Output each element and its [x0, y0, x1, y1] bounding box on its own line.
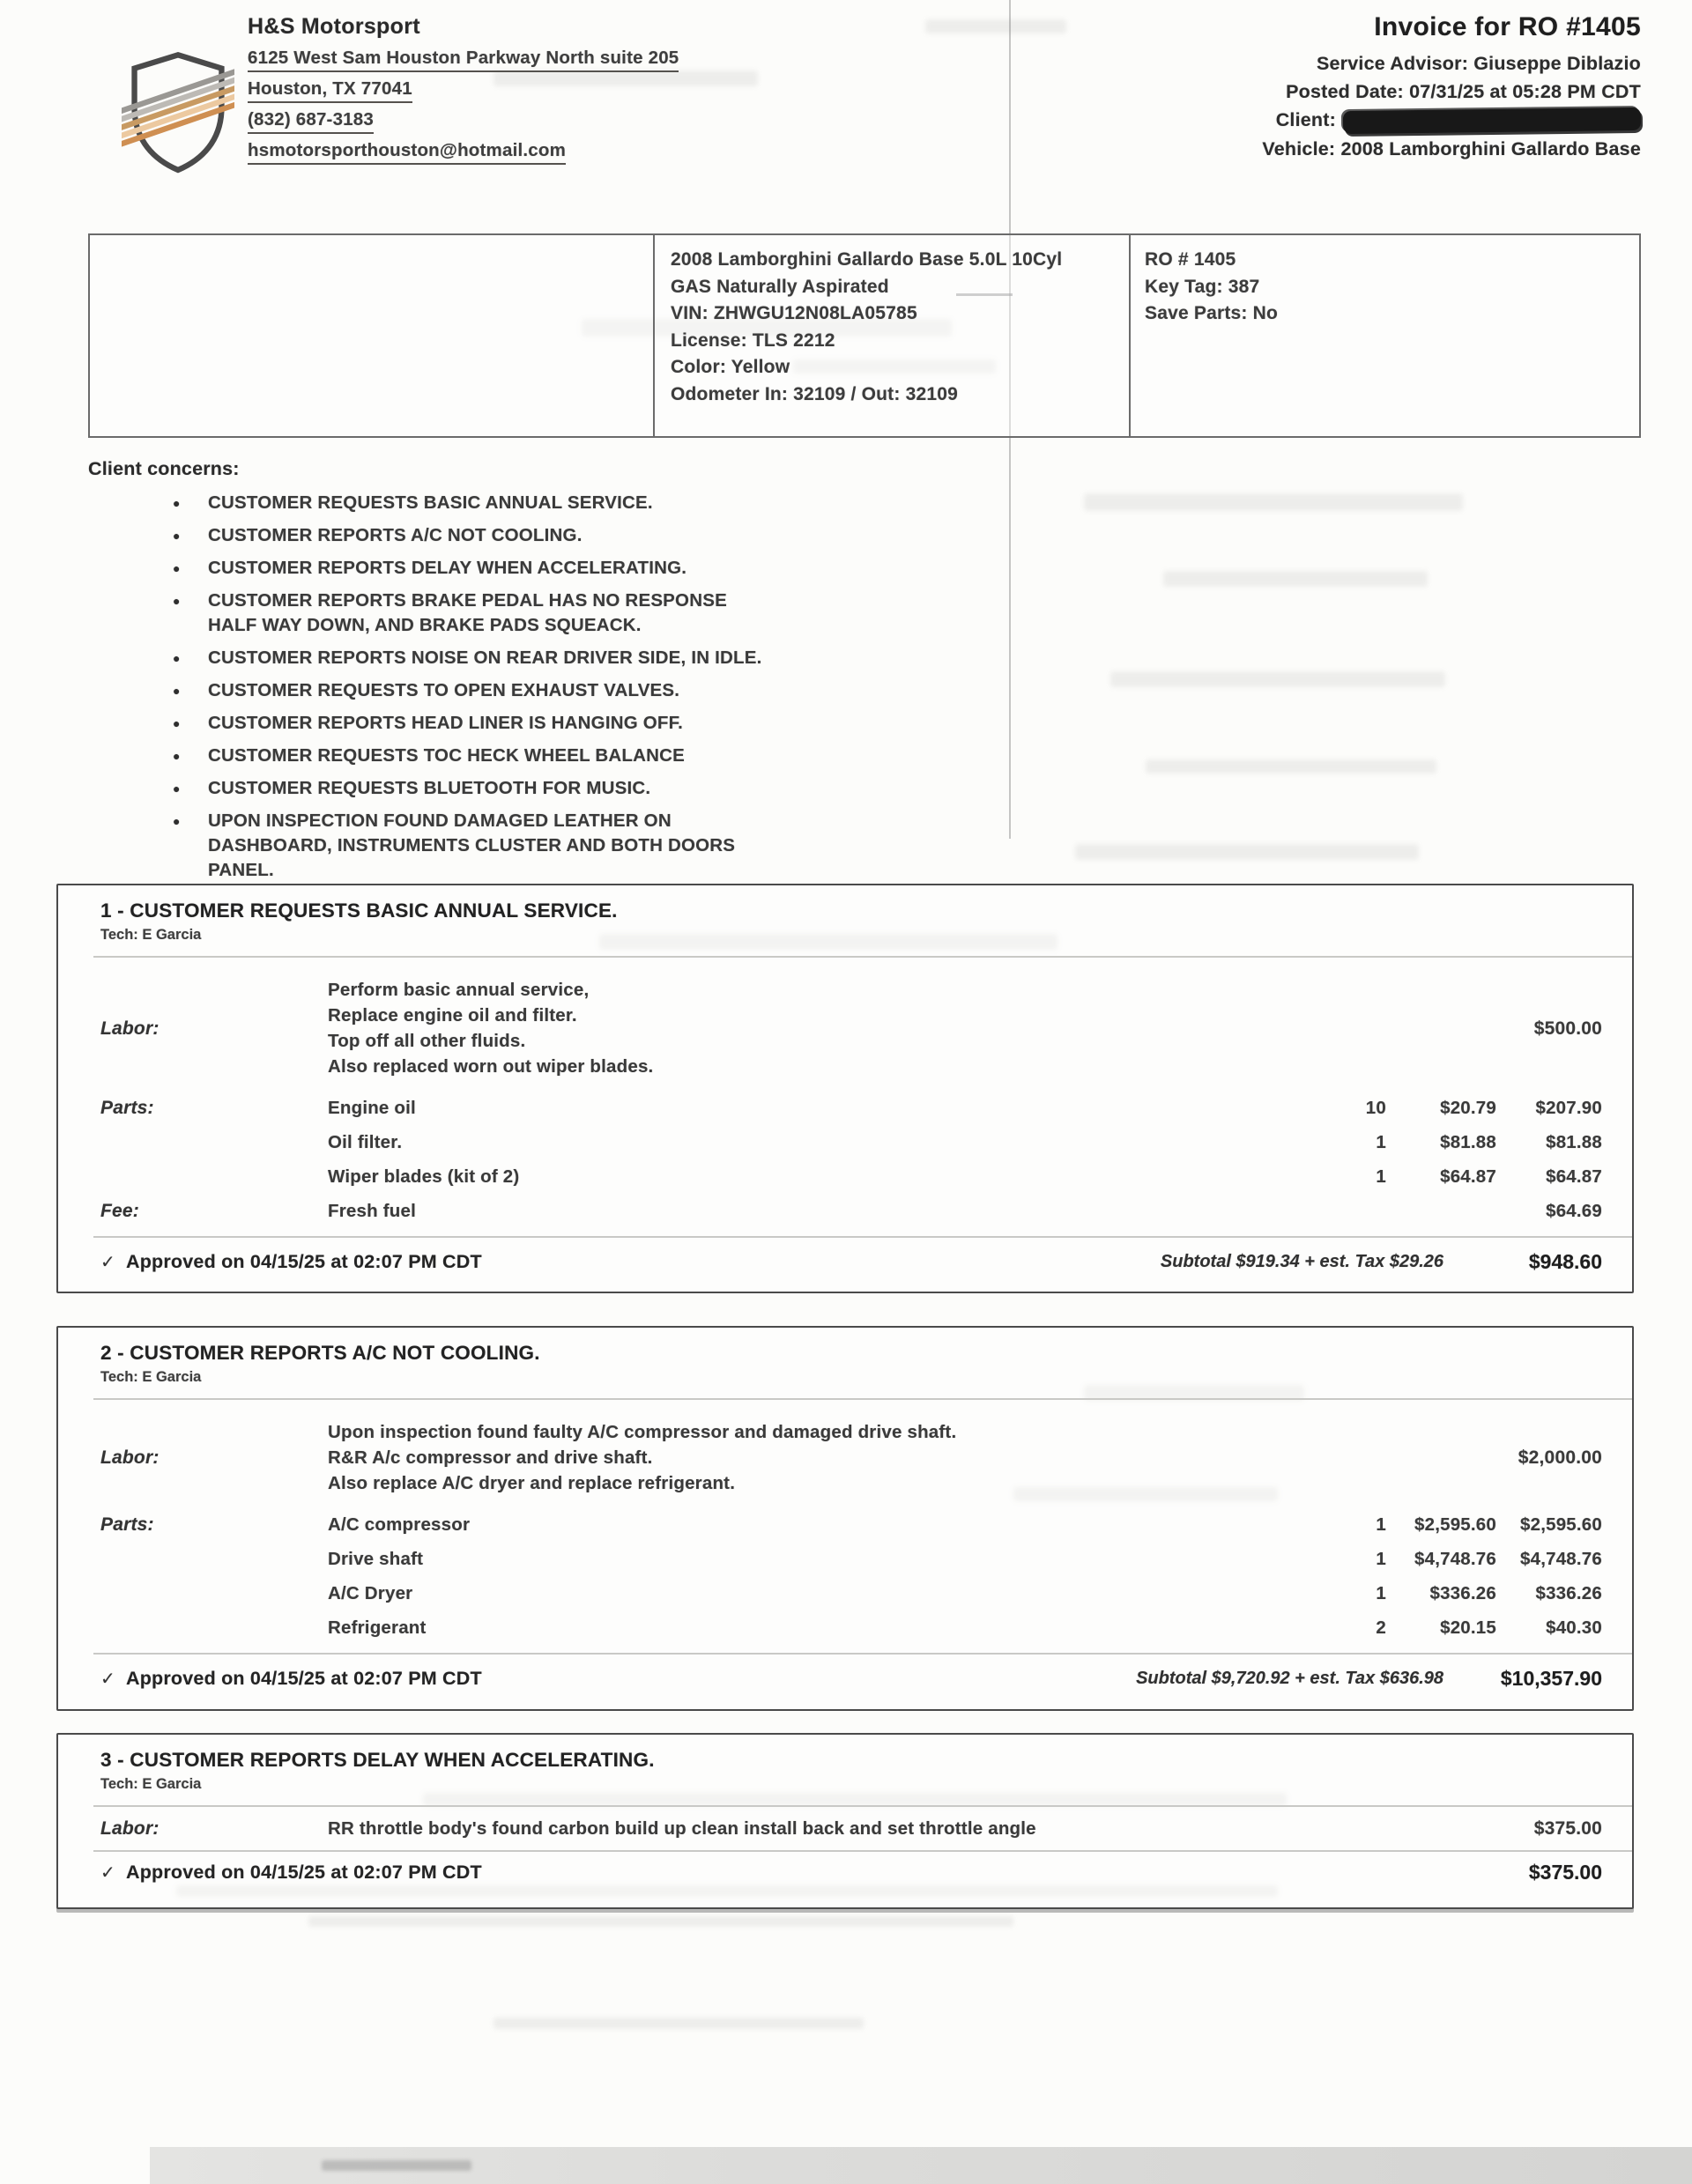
part-row	[100, 1164, 1602, 1189]
company-header	[248, 14, 679, 165]
vehicle-line: Vehicle: 2008 Lamborghini Gallardo Base	[1262, 138, 1641, 160]
concern-item: ● CUSTOMER REQUESTS BLUETOOTH FOR MUSIC.	[173, 776, 1058, 801]
labor-total: $2,000.00	[1518, 1447, 1602, 1468]
posted-date-line: Posted Date: 07/31/25 at 05:28 PM CDT	[1286, 81, 1641, 102]
section-tech: Tech: E Garcia	[100, 1776, 202, 1792]
section-subtotal: Subtotal $919.34 + est. Tax $29.26	[1160, 1252, 1443, 1271]
part-name: Oil filter.	[328, 1132, 403, 1152]
part-name: Engine oil	[328, 1098, 416, 1118]
part-unit-price: $64.87	[1440, 1166, 1496, 1187]
section-subtotal: Subtotal $9,720.92 + est. Tax $636.98	[1136, 1669, 1443, 1688]
labor-label: Labor:	[100, 1818, 160, 1839]
part-name: A/C Dryer	[328, 1583, 413, 1603]
labor-description: RR throttle body's found carbon build up clean install back and set throttle angle	[328, 1818, 1036, 1839]
part-unit-price: $4,748.76	[1414, 1549, 1496, 1569]
shield-logo-icon	[122, 49, 234, 174]
divider	[93, 1236, 1632, 1238]
scanner-band-smudge	[322, 2160, 471, 2171]
concern-item: ● CUSTOMER REQUESTS BASIC ANNUAL SERVICE.	[173, 491, 1058, 515]
section-title: 3 - CUSTOMER REPORTS DELAY WHEN ACCELERATING.	[100, 1749, 655, 1771]
approved-text: ✓ Approved on 04/15/25 at 02:07 PM CDT	[100, 1251, 482, 1272]
service-section-1	[56, 884, 1634, 1293]
part-total: $4,748.76	[1520, 1549, 1602, 1569]
concern-item: ● CUSTOMER REPORTS DELAY WHEN ACCELERATING.	[173, 556, 1058, 581]
divider	[93, 1805, 1632, 1807]
bullet-icon: ●	[173, 561, 181, 575]
vehicle-desc-line: GAS Naturally Aspirated	[671, 276, 889, 297]
part-unit-price: $20.79	[1440, 1098, 1496, 1118]
vehicle-description-cell	[655, 235, 1131, 436]
parts-label: Parts:	[100, 1098, 154, 1118]
client-redaction	[1343, 107, 1641, 134]
part-name: Drive shaft	[328, 1549, 424, 1569]
part-total: $336.26	[1535, 1583, 1602, 1603]
bullet-icon: ●	[173, 684, 181, 698]
bullet-icon: ●	[173, 529, 181, 543]
concern-item: ● CUSTOMER REPORTS BRAKE PEDAL HAS NO RESPONSE HALF WAY DOWN, AND BRAKE PADS SQUEACK.	[173, 589, 1058, 638]
part-qty: 2	[1376, 1618, 1386, 1638]
part-qty: 1	[1376, 1132, 1386, 1152]
divider	[93, 1653, 1632, 1655]
company-phone: (832) 687-3183	[248, 109, 374, 134]
approval-row	[100, 1667, 1602, 1691]
section-total: $10,357.90	[1500, 1667, 1602, 1690]
bullet-icon: ●	[173, 496, 181, 510]
bullet-icon: ●	[173, 651, 181, 665]
section-total: $948.60	[1528, 1250, 1602, 1273]
concern-item: ● UPON INSPECTION FOUND DAMAGED LEATHER ON DASHBOARD, INSTRUMENTS CLUSTER AND BOTH DOORS PANEL.	[173, 809, 1058, 883]
labor-total: $375.00	[1533, 1818, 1602, 1839]
fee-name: Fresh fuel	[328, 1201, 416, 1221]
invoice-header	[1262, 12, 1641, 160]
part-qty: 1	[1376, 1514, 1386, 1535]
approval-row	[100, 1250, 1602, 1274]
divider	[93, 1850, 1632, 1852]
fee-label: Fee:	[100, 1201, 139, 1221]
bleed-artifact	[494, 2017, 864, 2029]
parts-rows	[100, 1095, 1602, 1224]
part-row	[100, 1581, 1602, 1606]
vehicle-vin: VIN: ZHWGU12N08LA05785	[671, 303, 917, 323]
client-label: Client:	[1275, 109, 1336, 130]
part-total: $64.87	[1546, 1166, 1602, 1187]
bleed-artifact	[1110, 671, 1445, 687]
company-name: H&S Motorsport	[248, 14, 420, 39]
bullet-icon: ●	[173, 749, 181, 763]
vehicle-photo-cell-empty	[90, 235, 655, 436]
concern-item: ● CUSTOMER REPORTS A/C NOT COOLING.	[173, 523, 1058, 548]
client-concerns-list	[173, 491, 1058, 883]
bleed-artifact	[1146, 759, 1436, 774]
part-name: Refrigerant	[328, 1618, 427, 1638]
part-qty: 1	[1376, 1166, 1386, 1187]
client-concerns-heading: Client concerns:	[88, 458, 240, 479]
vehicle-color: Color: Yellow	[671, 357, 790, 377]
concern-item: ● CUSTOMER REPORTS NOISE ON REAR DRIVER SIDE, IN IDLE.	[173, 646, 1058, 670]
check-icon: ✓	[100, 1863, 115, 1883]
service-section-2	[56, 1326, 1634, 1711]
bullet-icon: ●	[173, 814, 181, 828]
ro-info-cell	[1131, 235, 1639, 436]
parts-label: Parts:	[100, 1514, 154, 1535]
part-row	[100, 1615, 1602, 1640]
approval-row	[100, 1861, 1602, 1884]
part-unit-price: $336.26	[1429, 1583, 1496, 1603]
fee-row	[100, 1198, 1602, 1224]
vehicle-license: License: TLS 2212	[671, 329, 835, 351]
concern-item: ● CUSTOMER REQUESTS TO OPEN EXHAUST VALVES.	[173, 678, 1058, 703]
part-unit-price: $81.88	[1440, 1132, 1496, 1152]
bullet-icon: ●	[173, 716, 181, 730]
section-title: 2 - CUSTOMER REPORTS A/C NOT COOLING.	[100, 1342, 540, 1364]
bullet-icon: ●	[173, 594, 181, 608]
part-unit-price: $2,595.60	[1414, 1514, 1496, 1535]
fee-total: $64.69	[1546, 1201, 1602, 1221]
labor-row	[100, 1419, 1602, 1496]
part-total: $2,595.60	[1520, 1514, 1602, 1535]
ro-number: RO # 1405	[1145, 249, 1236, 270]
bleed-artifact	[1084, 493, 1463, 511]
part-name: Wiper blades (kit of 2)	[328, 1166, 520, 1187]
check-icon: ✓	[100, 1253, 115, 1272]
part-unit-price: $20.15	[1440, 1618, 1496, 1638]
labor-description: Upon inspection found faulty A/C compressor and damaged drive shaft. R&R A/c compressor and drive shaft. Also replace A/C dryer and replace refrigerant.	[328, 1422, 957, 1493]
labor-label: Labor:	[100, 1447, 160, 1468]
labor-row	[100, 1816, 1602, 1841]
part-row	[100, 1546, 1602, 1572]
section-tech: Tech: E Garcia	[100, 927, 202, 943]
client-concerns	[88, 458, 1058, 891]
part-total: $81.88	[1546, 1132, 1602, 1152]
bleed-artifact	[308, 1916, 1013, 1927]
vehicle-info-table	[88, 233, 1641, 438]
bullet-icon: ●	[173, 781, 181, 796]
check-icon: ✓	[100, 1669, 115, 1689]
parts-rows	[100, 1512, 1602, 1640]
bleed-artifact	[1163, 571, 1428, 587]
part-qty: 1	[1376, 1583, 1386, 1603]
bleed-artifact	[925, 19, 1066, 33]
part-row	[100, 1512, 1602, 1537]
approved-text: ✓ Approved on 04/15/25 at 02:07 PM CDT	[100, 1668, 482, 1689]
service-section-3	[56, 1733, 1634, 1909]
section-title: 1 - CUSTOMER REQUESTS BASIC ANNUAL SERVICE.	[100, 900, 618, 922]
company-address-line2: Houston, TX 77041	[248, 78, 412, 103]
vehicle-odometer: Odometer In: 32109 / Out: 32109	[671, 383, 958, 404]
concern-item: ● CUSTOMER REQUESTS TOC HECK WHEEL BALANCE	[173, 744, 1058, 768]
company-address-line1: 6125 West Sam Houston Parkway North suite 205	[248, 48, 679, 72]
company-email: hsmotorsporthouston@hotmail.com	[248, 140, 566, 165]
section-tech: Tech: E Garcia	[100, 1369, 202, 1385]
client-line	[1262, 109, 1641, 132]
part-qty: 10	[1365, 1098, 1386, 1118]
divider	[93, 1398, 1632, 1400]
labor-total: $500.00	[1533, 1018, 1602, 1039]
vehicle-desc-line: 2008 Lamborghini Gallardo Base 5.0L 10Cyl	[671, 249, 1063, 270]
part-row	[100, 1095, 1602, 1121]
concern-item: ● CUSTOMER REPORTS HEAD LINER IS HANGING OFF.	[173, 711, 1058, 736]
key-tag: Key Tag: 387	[1145, 276, 1260, 297]
bleed-artifact	[1075, 844, 1419, 860]
save-parts: Save Parts: No	[1145, 303, 1279, 323]
service-advisor-line: Service Advisor: Giuseppe Diblazio	[1316, 53, 1641, 74]
labor-description: Perform basic annual service, Replace engine oil and filter. Top off all other fluids. Also replaced worn out wiper blades.	[328, 980, 654, 1077]
labor-row	[100, 977, 1602, 1079]
part-total: $40.30	[1546, 1618, 1602, 1638]
labor-label: Labor:	[100, 1018, 160, 1039]
approved-text: ✓ Approved on 04/15/25 at 02:07 PM CDT	[100, 1862, 482, 1883]
divider	[93, 956, 1632, 958]
section-total: $375.00	[1528, 1861, 1602, 1884]
part-name: A/C compressor	[328, 1514, 471, 1535]
part-qty: 1	[1376, 1549, 1386, 1569]
invoice-title: Invoice for RO #1405	[1374, 12, 1641, 41]
part-total: $207.90	[1535, 1098, 1602, 1118]
part-row	[100, 1129, 1602, 1155]
